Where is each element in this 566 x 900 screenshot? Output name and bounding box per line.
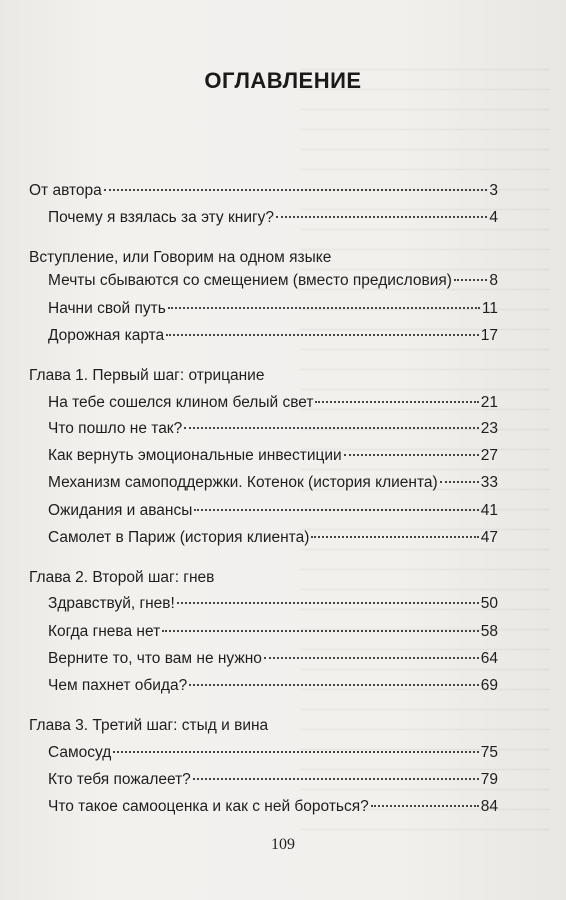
dot-leader [104,189,488,191]
toc-entry-page: 23 [480,420,498,437]
toc-entry-label: Когда гнева нет [48,623,161,640]
toc-entry [48,268,498,294]
dot-leader [162,630,479,632]
toc-entry-label: Дорожная карта [48,327,165,344]
toc-entry-label: Что такое самооценка и как с ней бороться? [48,798,369,815]
toc-entry-label: Самолет в Париж (история клиента) [48,529,310,546]
toc-section-heading: Вступление, или Говорим на одном языке [29,249,332,266]
toc-entry [48,619,498,645]
dot-leader [194,509,478,511]
toc-entry-page: 64 [480,650,498,667]
dot-leader [264,657,479,659]
toc-entry-page: 4 [489,209,498,226]
dot-leader [315,401,478,403]
toc-entry-label: Здравствуй, гнев! [48,595,175,612]
toc-entry-page: 58 [480,623,498,640]
toc-entry [48,525,498,551]
toc-entry-page: 17 [480,327,498,344]
dot-leader [440,481,479,483]
toc-entry [48,646,498,672]
dot-leader [177,602,479,604]
dot-leader [344,454,479,456]
toc-entry-page: 79 [480,771,498,788]
toc-entry-page: 3 [489,182,498,199]
toc-entry-label: Ожидания и авансы [48,502,193,519]
toc-entry-page: 8 [489,272,498,289]
toc-entry [48,673,498,699]
toc-entry-page: 75 [480,744,498,761]
toc-entry-page: 47 [480,529,498,546]
toc-entry [48,443,498,469]
toc-entry-label: На тебе сошелся клином белый свет [48,394,314,411]
toc-entry-label: Что пошло не так? [48,420,183,437]
toc-entry-label: Механизм самоподдержки. Котенок (история клиента) [48,474,438,491]
toc-entry-label: Самосуд [48,744,112,761]
toc-entry [48,390,498,416]
toc-chapter-heading: Глава 1. Первый шаг: отрицание [29,367,265,384]
toc-entry-page: 27 [480,447,498,464]
page-number: 109 [271,836,295,853]
toc-entry [48,323,498,349]
toc-entry-label: Мечты сбываются со смещением (вместо предисловия) [48,272,452,289]
dot-leader [276,216,487,218]
dot-leader [311,536,478,538]
toc-entry [29,178,498,204]
dot-leader [166,334,479,336]
toc-entry [48,296,498,322]
toc-entry [48,205,498,231]
toc-entry-page: 69 [480,677,498,694]
toc-chapter-heading: Глава 2. Второй шаг: гнев [29,569,215,586]
dot-leader [168,307,480,309]
toc-chapter-heading: Глава 3. Третий шаг: стыд и вина [29,717,269,734]
toc-entry [48,591,498,617]
toc-entry-page: 41 [480,502,498,519]
page-title: ОГЛАВЛЕНИЕ [204,68,362,93]
toc-entry [48,498,498,524]
toc-entry-label: Почему я взялась за эту книгу? [48,209,275,226]
toc-entry-page: 50 [480,595,498,612]
dot-leader [454,279,487,281]
dot-leader [184,427,479,429]
toc-entry [48,794,498,820]
toc-entry-label: Начни свой путь [48,300,166,317]
dot-leader [189,684,479,686]
toc-entry [48,416,498,442]
toc-entry [48,470,498,496]
toc-entry-page: 33 [480,474,498,491]
toc-entry-label: От автора [29,182,102,199]
toc-entry-page: 84 [480,798,498,815]
toc-entry [48,767,498,793]
dot-leader [193,778,479,780]
dot-leader [113,751,478,753]
toc-entry-page: 21 [480,394,498,411]
toc-entry-label: Чем пахнет обида? [48,677,188,694]
toc-entry-label: Как вернуть эмоциональные инвестиции [48,447,342,464]
dot-leader [371,805,479,807]
toc-entry-page: 11 [481,300,498,317]
toc-entry-label: Кто тебя пожалеет? [48,771,191,788]
toc-entry-label: Верните то, что вам не нужно [48,650,262,667]
toc-entry [48,740,498,766]
